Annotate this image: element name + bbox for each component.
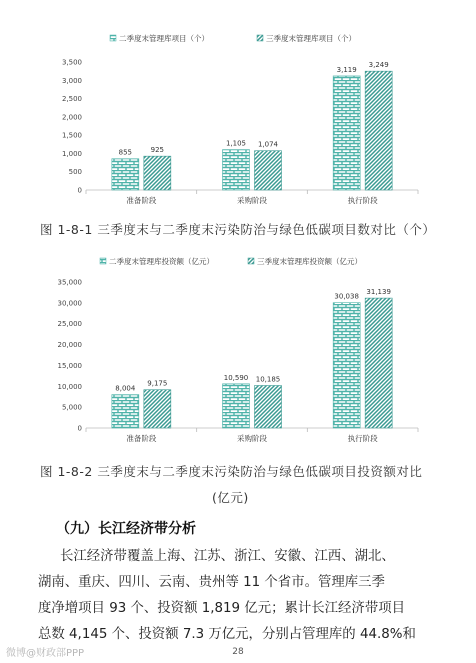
legend-swatch [248,258,254,264]
bar [365,71,392,190]
bar [255,386,282,428]
bar-chart-2 [0,256,476,456]
bar [223,150,250,190]
figure-caption-1: 图 1-8-1 三季度末与二季度末污染防治与绿色低碳项目数对比（个） [40,222,436,237]
y-tick-label: 2,000 [61,113,82,122]
y-tick-label: 25,000 [57,320,82,329]
figure-caption-2: 图 1-8-2 三季度末与二季度末污染防治与绿色低碳项目投资额对比 [40,464,423,479]
chart-investment [0,256,476,456]
bar-chart-1 [0,26,476,216]
data-label: 3,249 [368,61,389,70]
bar [333,76,360,190]
category-label: 准备阶段 [126,434,157,443]
category-label: 采购阶段 [237,196,267,205]
y-tick-label: 2,500 [61,95,82,104]
y-tick-label: 3,500 [61,58,82,67]
y-tick-label: 15,000 [57,361,82,370]
y-tick-label: 0 [77,424,82,433]
data-label: 30,038 [334,292,359,301]
paragraph-line-4: 总数 4,145 个、投资额 7.3 万亿元，分别占管理库的 44.8%和 [38,627,416,642]
chart-project-count [0,26,476,216]
page-number: 28 [232,647,244,657]
data-label: 3,119 [336,65,357,74]
category-label: 执行阶段 [347,196,378,205]
y-tick-label: 30,000 [57,299,82,308]
data-label: 10,590 [223,373,249,382]
category-label: 采购阶段 [237,434,267,443]
data-label: 925 [150,146,165,155]
legend-label: 二季度末管理库项目（个） [119,34,209,43]
data-label: 1,074 [257,140,279,149]
y-tick-label: 500 [68,168,82,177]
legend-swatch [257,35,263,41]
bar [144,156,171,190]
y-tick-label: 20,000 [57,341,82,350]
data-label: 8,004 [115,384,136,393]
bar [365,298,392,428]
y-tick-label: 1,000 [61,149,82,158]
section-heading: （九）长江经济带分析 [56,521,196,537]
y-tick-label: 0 [77,186,82,195]
bar [144,390,171,428]
legend-label: 三季度末管理库投资额（亿元） [257,257,362,266]
legend-label: 二季度末管理库投资额（亿元） [109,257,214,266]
bar [255,151,282,190]
paragraph-line-1: 长江经济带覆盖上海、江苏、浙江、安徽、江西、湖北、 [60,549,395,564]
category-label: 准备阶段 [126,196,157,205]
bar [112,159,139,190]
bar [333,303,360,428]
watermark: 微博@财政部PPP [6,648,85,659]
legend-swatch [100,258,106,264]
data-label: 10,185 [255,375,281,384]
y-tick-label: 35,000 [57,278,82,287]
y-tick-label: 5,000 [61,403,82,412]
data-label: 31,139 [366,288,391,297]
y-tick-label: 3,000 [61,76,82,85]
y-tick-label: 10,000 [57,382,82,391]
data-label: 9,175 [147,379,168,388]
paragraph-line-2: 湖南、重庆、四川、云南、贵州等 11 个省市。管理库三季 [38,575,385,590]
legend-label: 三季度末管理库项目（个） [266,34,356,43]
figure-caption-2-unit: (亿元) [212,490,249,505]
paragraph-line-3: 度净增项目 93 个、投资额 1,819 亿元；累计长江经济带项目 [38,601,405,616]
data-label: 1,105 [225,139,247,148]
legend-swatch [110,35,116,41]
bar [112,395,139,428]
category-label: 执行阶段 [347,434,378,443]
bar [223,384,250,428]
data-label: 855 [118,148,133,157]
y-tick-label: 1,500 [61,131,82,140]
